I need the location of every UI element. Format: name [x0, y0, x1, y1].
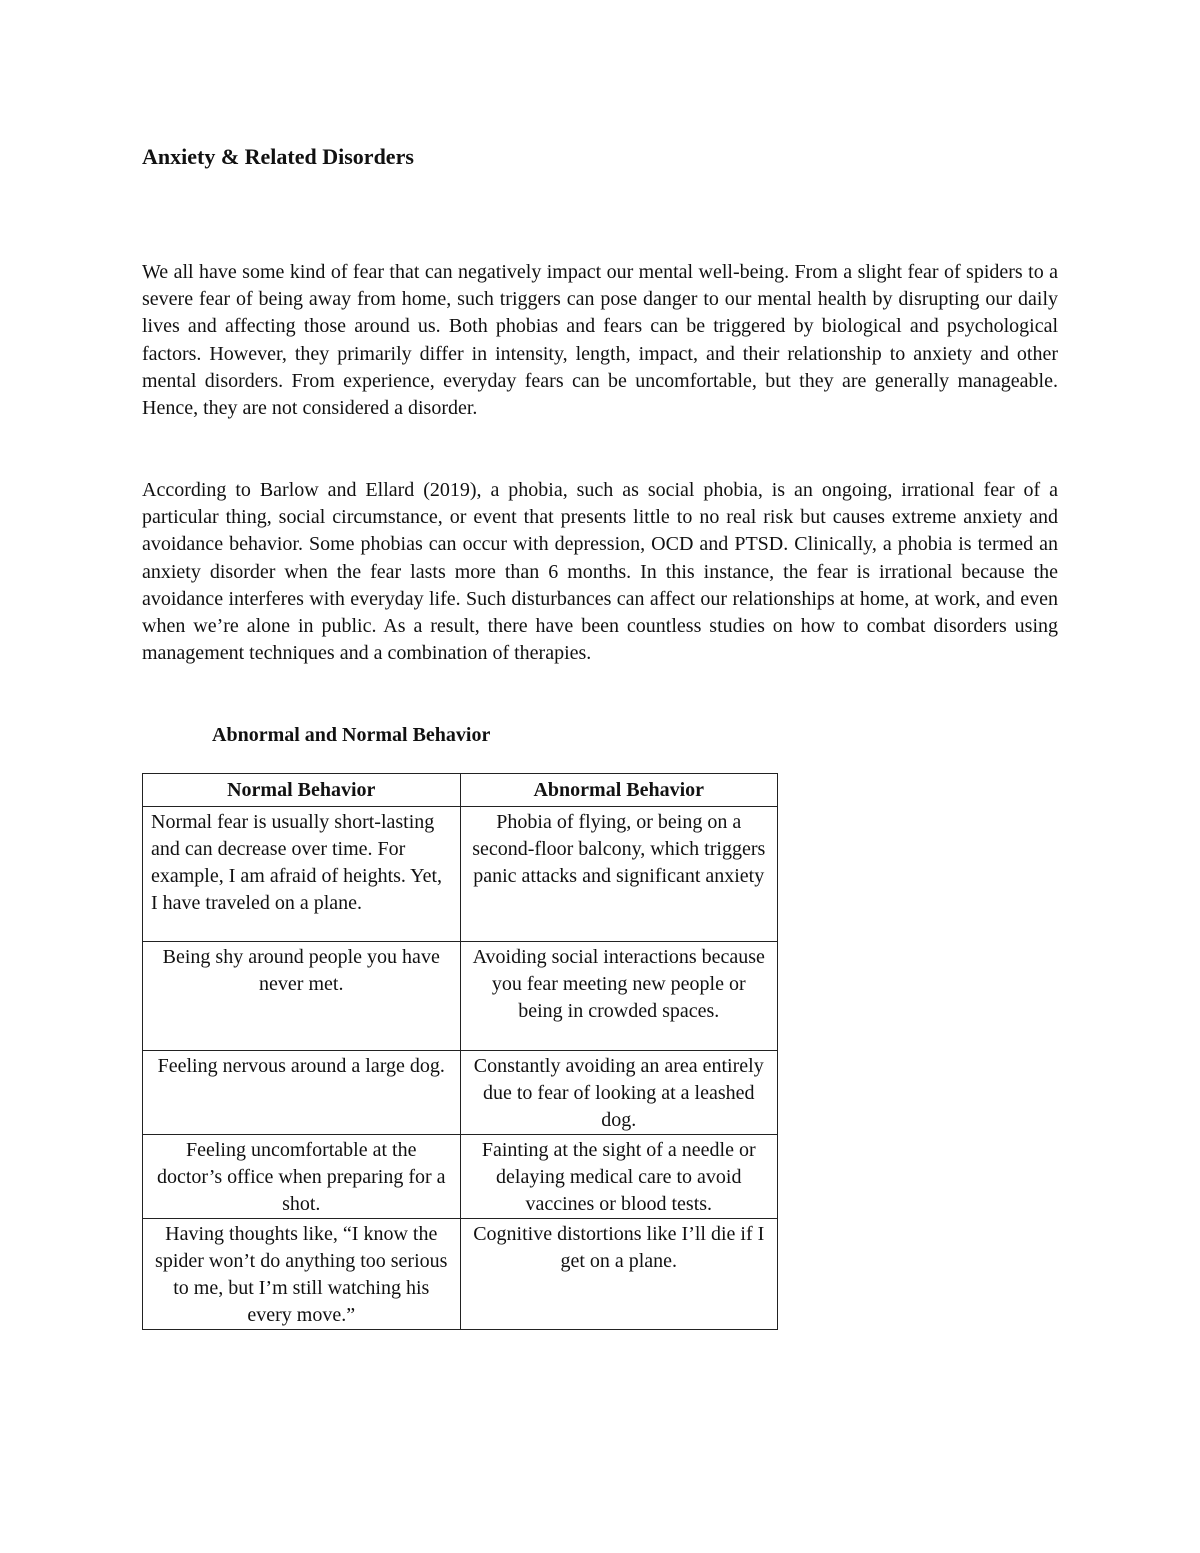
abnormal-behavior-cell: Cognitive distortions like I’ll die if I get on a plane.	[460, 1219, 778, 1330]
normal-behavior-cell: Feeling nervous around a large dog.	[143, 1051, 461, 1135]
abnormal-behavior-cell: Fainting at the sight of a needle or delaying medical care to avoid vaccines or blood tests.	[460, 1135, 778, 1219]
abnormal-behavior-cell: Phobia of flying, or being on a second-floor balcony, which triggers panic attacks and significant anxiety	[460, 807, 778, 942]
document-title: Anxiety & Related Disorders	[142, 144, 414, 169]
table-row	[143, 1219, 778, 1330]
table-row	[143, 1135, 778, 1219]
behavior-comparison-table	[142, 773, 778, 1330]
column-header-abnormal: Abnormal Behavior	[460, 774, 778, 807]
phobia-definition-paragraph: According to Barlow and Ellard (2019), a phobia, such as social phobia, is an ongoing, irrational fear of a particular thing, social circumstance, or event that presents little to no real risk but causes extreme anxiety and avoidance behavior. Some phobias can occur with depression, OCD and PTSD. Clinically, a phobia is termed an anxiety disorder when the fear lasts more than 6 months. In this instance, the fear is irrational because the avoidance interferes with everyday life. Such disturbances can affect our relationships at home, at work, and even when we’re alone in public. As a result, there have been countless studies on how to combat disorders using management techniques and a combination of therapies.	[142, 479, 1058, 665]
abnormal-behavior-cell: Avoiding social interactions because you fear meeting new people or being in crowded spaces.	[460, 942, 778, 1051]
abnormal-behavior-cell: Constantly avoiding an area entirely due to fear of looking at a leashed dog.	[460, 1051, 778, 1135]
table-caption: Abnormal and Normal Behavior	[212, 724, 491, 746]
table-row	[143, 1051, 778, 1135]
normal-behavior-cell: Normal fear is usually short-lasting and can decrease over time. For example, I am afraid of heights. Yet, I have traveled on a plane.	[143, 807, 461, 942]
table-row	[143, 807, 778, 942]
normal-behavior-cell: Feeling uncomfortable at the doctor’s office when preparing for a shot.	[143, 1135, 461, 1219]
normal-behavior-cell: Being shy around people you have never met.	[143, 942, 461, 1051]
table-row	[143, 942, 778, 1051]
intro-paragraph: We all have some kind of fear that can negatively impact our mental well-being. From a slight fear of spiders to a severe fear of being away from home, such triggers can pose danger to our mental health by disrupting our daily lives and affecting those around us. Both phobias and fears can be triggered by biological and psychological factors. However, they primarily differ in intensity, length, impact, and their relationship to anxiety and other mental disorders. From experience, everyday fears can be uncomfortable, but they are generally manageable. Hence, they are not considered a disorder.	[142, 261, 1058, 420]
column-header-normal: Normal Behavior	[143, 774, 461, 807]
table-header-row	[143, 774, 778, 807]
normal-behavior-cell: Having thoughts like, “I know the spider won’t do anything too serious to me, but I’m still watching his every move.”	[143, 1219, 461, 1330]
